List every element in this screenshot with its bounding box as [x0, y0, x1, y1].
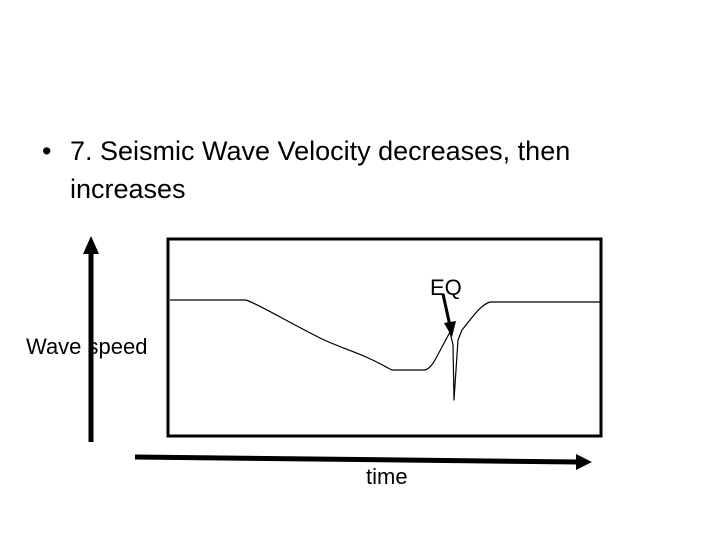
bullet-marker: • [42, 136, 52, 166]
x-axis-label: time [366, 464, 408, 489]
wave-speed-curve [170, 300, 600, 400]
graph-frame [168, 239, 601, 436]
y-axis-label: Wave speed [26, 334, 148, 359]
x-axis-arrow [135, 457, 578, 462]
x-axis-arrowhead [576, 454, 592, 470]
eq-label: EQ [430, 275, 462, 300]
bullet-text: 7. Seismic Wave Velocity decreases, then increases [70, 136, 571, 204]
y-axis-arrowhead [83, 236, 99, 254]
